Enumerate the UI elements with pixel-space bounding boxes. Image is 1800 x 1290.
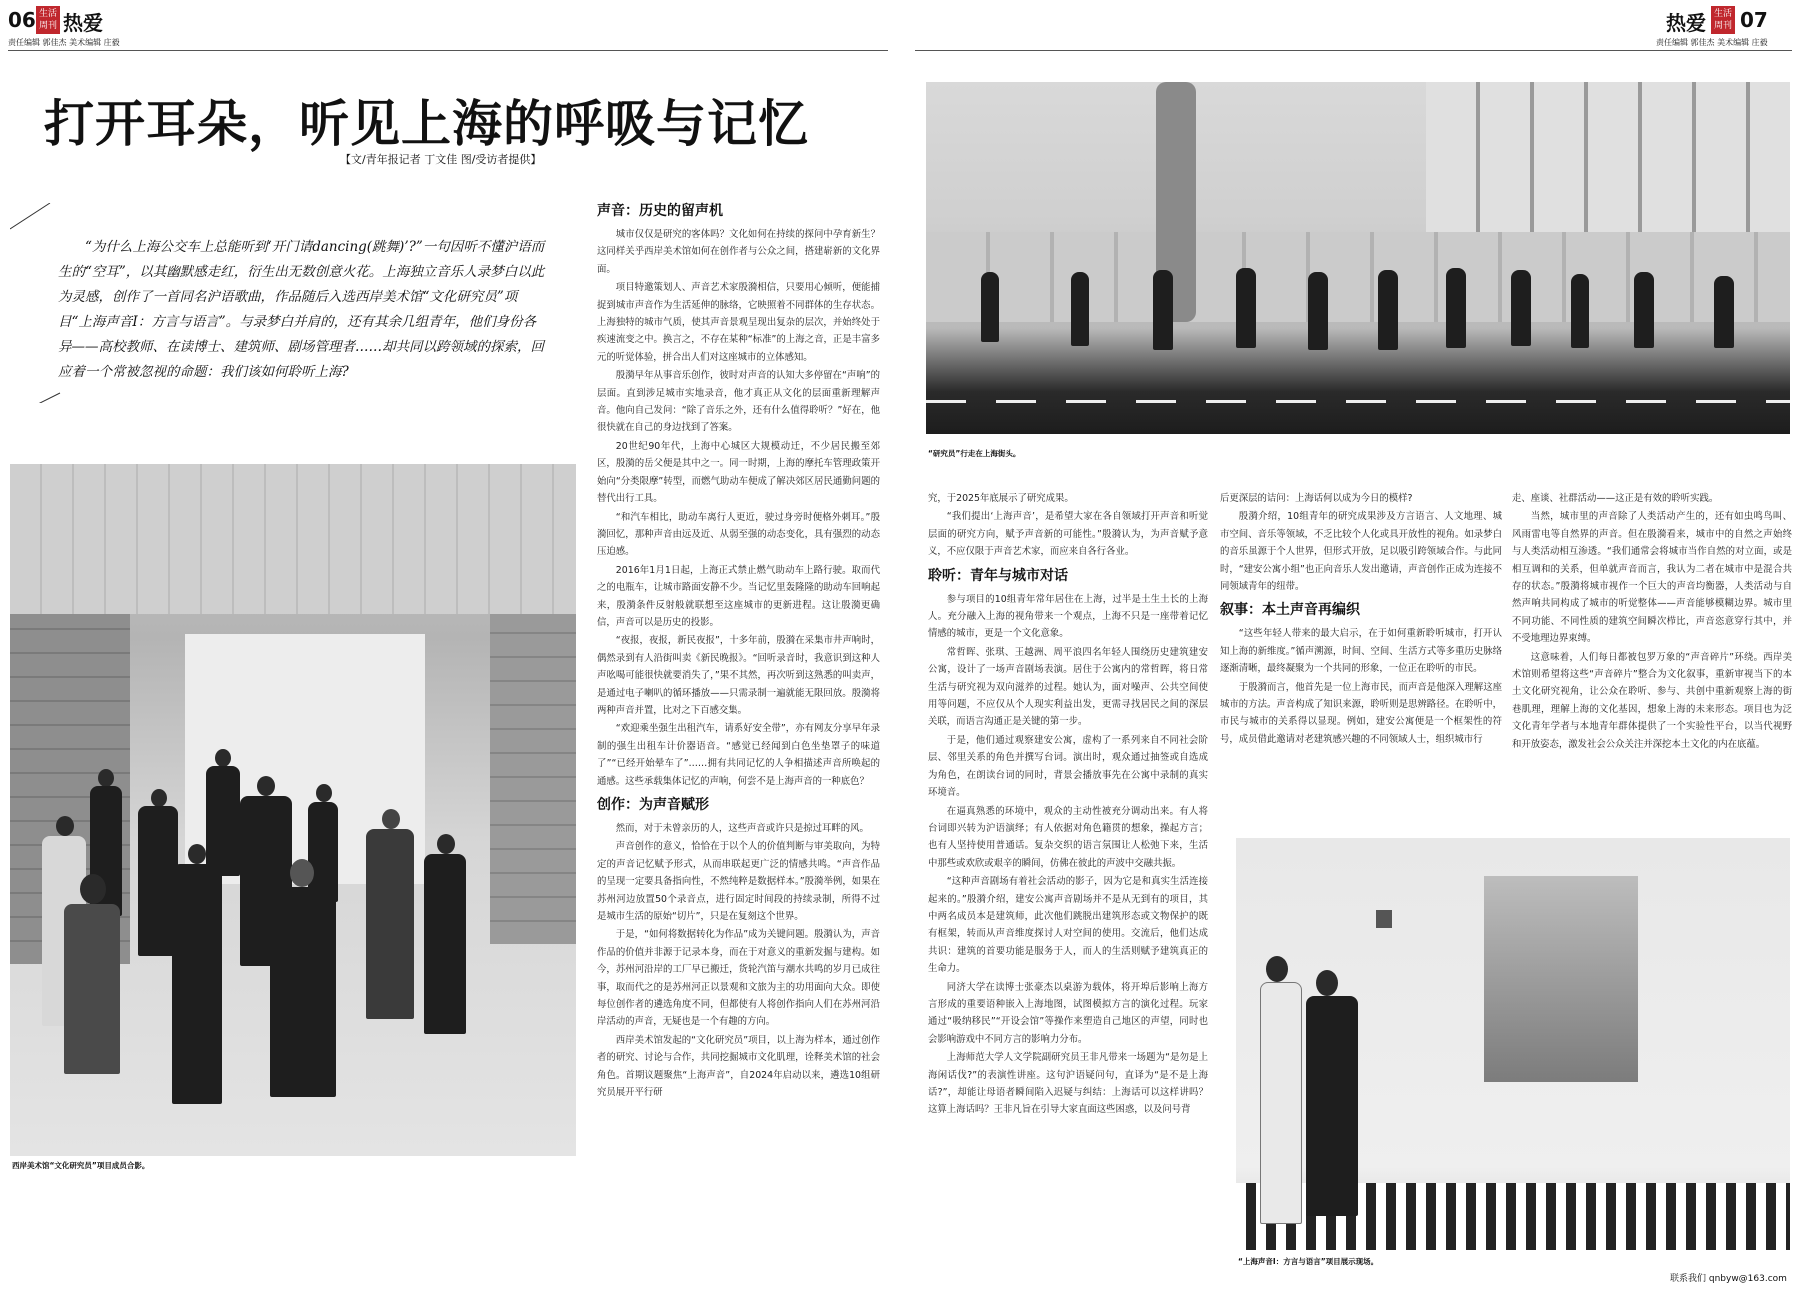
- photo-wall: [926, 232, 1790, 322]
- photo-wall-right: [490, 614, 576, 944]
- footer-contact: 联系我们 qnbyw@163.com: [1670, 1274, 1787, 1284]
- body-paragraph: 然而，对于未曾亲历的人，这些声音或许只是掠过耳畔的风。: [615, 823, 869, 834]
- body-paragraph: 常哲晖、张琪、王越洲、周平浪四名年轻人围绕历史建筑建安公寓，设计了一场声音剧场表演。居住于公寓内的常哲晖，将日常生活与研究视为双向滋养的过程。她认为，面对噪声、公共空间使用等问题，不应仅从个人现实利益出发，更需寻找居民之间的深层关联，而语言沟通正是关键的第一步。: [928, 646, 1208, 728]
- exhibit-photo: [1236, 838, 1790, 1250]
- photo-ceiling: [10, 464, 576, 614]
- article-column-4: [1512, 490, 1792, 830]
- body-paragraph: “这些年轻人带来的最大启示，在于如何重新聆听城市，打开认知上海的新维度。”循声溯源，时间、空间、生活方式等多重历史脉络逐渐清晰，最终凝聚为一个共同的形象，一位正在聆听的市民。: [1220, 628, 1502, 675]
- body-paragraph: 同济大学在读博士张豪杰以桌游为载体，将开埠后影响上海方言形成的重要语种嵌入上海地图，试图模拟方言的演化过程。玩家通过“吸纳移民”“开设会馆”等操作来塑造自己地区的声望，同时也会影响游戏中不同方言的影响力分布。: [928, 981, 1208, 1045]
- photo-building: [1426, 82, 1790, 232]
- header-rule-right: [915, 50, 1792, 51]
- body-paragraph: 20世纪90年代，上海中心城区大规模动迁，不少居民搬至郊区，殷漪的岳父便是其中之一。同一时期，上海的摩托车管理政策开始向“分类限摩”转型，而燃气助动车便成了解决郊区居民通勤问题的替代出行工具。: [597, 440, 880, 505]
- section-heading: 声音：历史的留声机: [597, 203, 723, 219]
- exhibit-photo-caption: “上海声音Ⅰ：方言与语言”项目展示现场。: [1238, 1257, 1379, 1266]
- body-paragraph: 于是，他们通过观察建安公寓，虚构了一系列来自不同社会阶层、邻里关系的角色并撰写台词。演出时，观众通过抽签或自选成为角色，在朗读台词的同时，背景会播放事先在公寓中录制的真实环境音。: [928, 734, 1208, 799]
- article-column-1: [597, 196, 880, 1268]
- body-paragraph: 2016年1月1日起，上海正式禁止燃气助动车上路行驶。取而代之的电瓶车，让城市路面安静不少。当记忆里轰隆隆的助动车回响起来，殷漪条件反射般就联想至这座城市的更新进程。这让殷漪更确信，声音可以是历史的投影。: [597, 564, 880, 628]
- article-headline: 打开耳朵，听见上海的呼吸与记忆: [44, 94, 809, 153]
- lead-paragraph: “为什么上海公交车上总能听到‘开门请dancing(跳舞)’?”一句因听不懂沪语而生的“空耳”，以其幽默感走红，衍生出无数创意火花。上海独立音乐人录梦白以此为灵感，创作了一首同名沪语歌曲，作品随后入选西岸美术馆“文化研究员”项目“上海声音Ⅰ：方言与语言”。与录梦白并肩的，还有其余几组青年，他们身份各异——高校教师、在读博士、建筑师、剧场管理者……却共同以跨领域的探索，回应着一个常被忽视的命题：我们该如何聆听上海?: [58, 239, 545, 380]
- header-rule-left: [8, 50, 888, 51]
- body-paragraph: 殷漪介绍，10组青年的研究成果涉及方言语言、人文地理、城市空间、音乐等领域，不乏比较个人化或具开放性的视角。如录梦白的音乐虽源于个人世界，但形式开放，足以吸引跨领域合作。与此同时，“建安公寓小组”也正向音乐人发出邀请，声音创作正成为连接不同领域青年的纽带。: [1220, 511, 1502, 593]
- group-photo-caption: 西岸美术馆“文化研究员”项目成员合影。: [12, 1161, 150, 1170]
- page-number-left: 06: [8, 8, 36, 32]
- body-paragraph: “我们提出‘上海声音’，是希望大家在各自领域打开声音和听觉层面的研究方向，赋予声音新的可能性。”殷漪认为，为声音赋予意义，不应仅限于声音艺术家，而应来自各行各业。: [928, 511, 1208, 558]
- exhibit-artwork: [1484, 876, 1638, 1082]
- group-photo: [10, 464, 576, 1156]
- lead-box: [10, 203, 577, 403]
- section-title-left: 热爱: [63, 11, 103, 35]
- body-paragraph: 于殷漪而言，他首先是一位上海市民，而声音是他深入理解这座城市的方法。声音构成了知识来源，聆听则是思辨路径。在聆听中，市民与城市的关系得以显现。例如，建安公寓便是一个框架性的符号，成员借此邀请对老建筑感兴趣的不同领域人士，组织城市行: [1220, 681, 1502, 745]
- body-paragraph: 究，于2025年底展示了研究成果。: [928, 493, 1074, 504]
- street-photo: [926, 82, 1790, 434]
- body-paragraph: 上海师范大学人文学院副研究员王非凡带来一场题为“是勿是上海闲话伐?”的表演性讲座。这句沪语疑问句，直译为“是不是上海话?”，却能让母语者瞬间陷入迟疑与纠结：上海话可以这样讲吗？这算上海话吗？王非凡旨在引导大家直面这些困惑，以及问号背: [928, 1052, 1208, 1116]
- street-photo-caption: “研究员”行走在上海街头。: [928, 449, 1021, 458]
- body-paragraph: 后更深层的诘问：上海话何以成为今日的模样?: [1220, 493, 1413, 504]
- article-column-2: [928, 490, 1208, 1270]
- body-paragraph: 殷漪早年从事音乐创作，彼时对声音的认知大多停留在“声响”的层面。直到涉足城市实地录音，他才真正从文化的层面重新理解声音。他向自己发问：“除了音乐之外，还有什么值得聆听？”好在，他很快就在自己的身边找到了答案。: [597, 370, 880, 434]
- photo-road-marking: [926, 400, 1790, 403]
- body-paragraph: 声音创作的意义，恰恰在于以个人的价值判断与审美取向，为特定的声音记忆赋予形式，从而串联起更广泛的情感共鸣。“声音作品的呈现一定要具备指向性，不然纯粹是数据样本。”殷漪举例，如果在苏州河边放置50个录音点，进行固定时间段的持续录制，所得不过是城市生活的原始“切片”，只是在复刻这个世界。: [597, 841, 880, 923]
- logo-left: 生活周刊: [36, 6, 60, 34]
- body-paragraph: 西岸美术馆发起的“文化研究员”项目，以上海为样本，通过创作者的研究、讨论与合作，共同挖掘城市文化肌理，诠释美术馆的社会角色。首期议题聚焦“上海声音”，自2024年启动以来，遴选10组研究员展开平行研: [597, 1034, 880, 1099]
- exhibit-small-frame: [1376, 910, 1392, 928]
- section-heading: 叙事：本土声音再编织: [1220, 602, 1360, 619]
- body-paragraph: 在逼真熟悉的环境中，观众的主动性被充分调动出来。有人将台词即兴转为沪语演绎；有人依据对角色籍贯的想象，操起方言；也有人坚持使用普通话。复杂交织的语言氛围让人松弛下来，生活中那些或欢欣或艰辛的瞬间，仿佛在彼此的声波中交融共振。: [928, 805, 1208, 869]
- body-paragraph: “这种声音剧场有着社会活动的影子，因为它是和真实生活连接起来的。”殷漪介绍，建安公寓声音剧场并不是从无到有的项目，其中两名成员本是建筑师，此次他们跳脱出建筑形态或文物保护的既有框架，转而从声音维度探讨人对空间的使用。交流后，他们达成共识：建筑的首要功能是服务于人，而人的生活则赋予建筑真正的生命力。: [928, 876, 1208, 975]
- body-paragraph: 这意味着，人们每日都被包罗万象的“声音碎片”环绕。西岸美术馆则希望将这些“声音碎片”整合为文化叙事，重新审视当下的本土文化研究视角，让公众在聆听、参与、共创中重新观察上海的街巷肌理，理解上海的文化基因，想象上海的未来形态。项目也为泛文化青年学者与本地青年群体提供了一个实验性平台，以当代视野和开放姿态，激发社会公众关注并深挖本土文化的内在底蕴。: [1512, 651, 1792, 750]
- body-paragraph: “和汽车相比，助动车离行人更近，驶过身旁时便格外刺耳。”殷漪回忆，那种声音由远及近、从弱至强的动态变化，具有强烈的动态压迫感。: [597, 511, 880, 558]
- body-paragraph: 当然，城市里的声音除了人类活动产生的，还有如虫鸣鸟叫、风雨雷电等自然界的声音。但在殷漪看来，城市中的自然之声始终与人类活动相互渗透。“我们通常会将城市当作自然的对立面，或是相互调和的关系，但单就声音而言，我认为二者在城市中是混合共存的状态。”殷漪将城市视作一个巨大的声音均衡器，人类活动与自然声响共同构成了城市的听觉整体——声音能够模糊边界。城市里不同功能、不同性质的建筑空间瞬次栉比，声音恣意穿行其中，并不受地理边界束缚。: [1512, 511, 1792, 645]
- section-heading: 创作：为声音赋形: [597, 797, 709, 813]
- body-paragraph: 项目特邀策划人、声音艺术家殷漪相信，只要用心倾听，便能捕捉到城市声音作为生活延伸的脉络，它映照着不同群体的生存状态。上海独特的城市气质，使其声音景观呈现出复杂的层次，并始终处于疾速流变之中。换言之，不存在某种“标准”的上海之音，正是丰富多元的听觉体验，拼合出人们对这座城市的立体感知。: [597, 282, 880, 363]
- body-paragraph: 城市仅仅是研究的客体吗？文化如何在持续的探问中孕育新生？这同样关乎西岸美术馆如何在创作者与公众之间，搭建崭新的文化界面。: [597, 229, 880, 275]
- body-paragraph: “欢迎乘坐强生出租汽车，请系好安全带”，亦有网友分享早年录制的强生出租车计价器语音。“感觉已经闻到白色坐垫罩子的味道了”“已经开始晕车了”……拥有共同记忆的人争相描述声音所唤起的通感。这些承载集体记忆的声响，何尝不是上海声音的一种底色？: [597, 723, 880, 787]
- section-title-right: 热爱: [1666, 11, 1706, 35]
- logo-right: 生活周刊: [1711, 6, 1735, 34]
- section-heading: 聆听：青年与城市对话: [928, 567, 1068, 584]
- article-column-3: [1220, 490, 1502, 830]
- body-paragraph: 参与项目的10组青年常年居住在上海，过半是土生土长的上海人。充分融入上海的视角带来一个观点，上海不只是一座带着记忆情感的城市，更是一个文化意象。: [928, 593, 1208, 640]
- editor-credit-left: 责任编辑 郭佳杰 美术编辑 庄毅: [8, 38, 120, 47]
- body-paragraph: “夜报，夜报，新民夜报”，十多年前，殷漪在采集市井声响时，偶然录到有人沿街叫卖《新民晚报》。“回听录音时，我意识到这种人声吆喝可能很快就要消失了，”果不其然，再次听到这熟悉的叫卖声，是通过电子喇叭的循环播放——只需录制一遍就能无限回放。殷漪将两种声音并置，比对之下百感交集。: [597, 635, 880, 716]
- page-number-right: 07: [1740, 8, 1768, 32]
- body-paragraph: 于是，“如何将数据转化为作品”成为关键问题。殷漪认为，声音作品的价值并非源于记录本身，而在于对意义的重新发掘与建构。如今，苏州河沿岸的工厂早已搬迁，货轮汽笛与潮水共鸣的岁月已成往事，取而代之的是苏州河正以景观和文旅为主的功用面向大众。即使每位创作者的遴选角度不同，但都使有人将创作指向人们在苏州河沿岸活动的声音，无疑也是一个有趣的方向。: [597, 929, 880, 1028]
- editor-credit-right: 责任编辑 郭佳杰 美术编辑 庄毅: [1656, 38, 1768, 47]
- byline: 【文/青年报记者 丁文佳 图/受访者提供】: [340, 153, 542, 166]
- body-paragraph: 走、座谈、社群活动——这正是有效的聆听实践。: [1512, 493, 1719, 504]
